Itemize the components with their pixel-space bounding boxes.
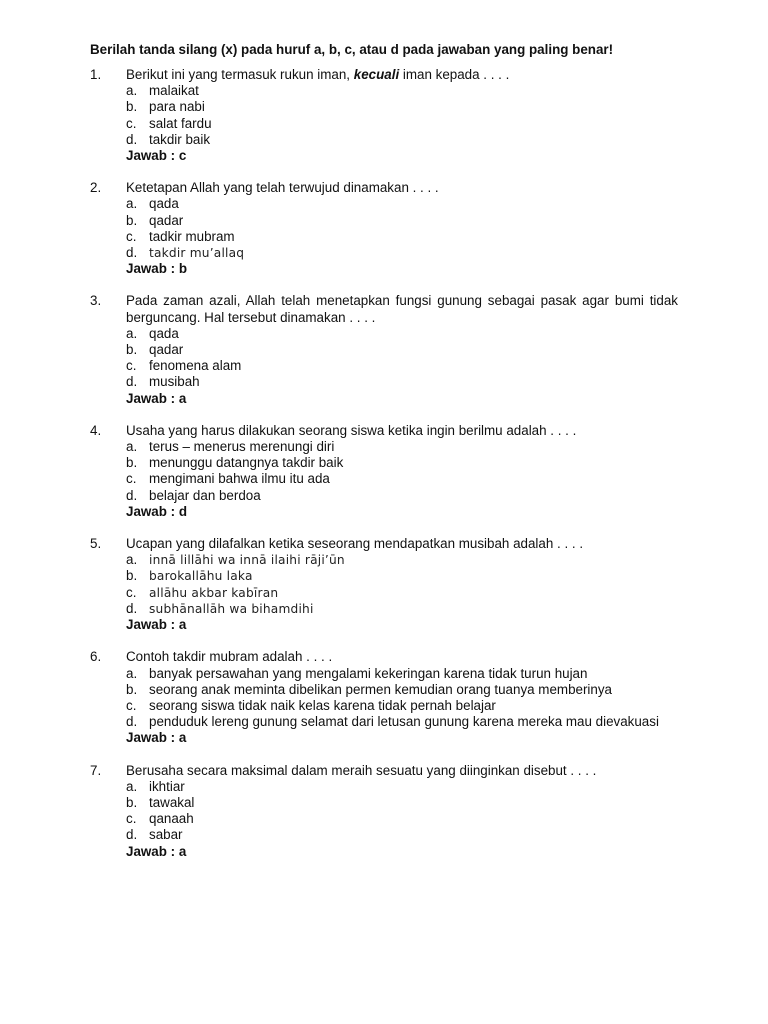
question-text: Berusaha secara maksimal dalam meraih sesuatu yang diinginkan disebut . . . .	[126, 762, 597, 778]
question-3	[90, 293, 678, 406]
question-body	[126, 536, 678, 633]
answer-key: Jawab : a	[126, 843, 187, 859]
question-text-end: iman kepada . . . .	[399, 67, 510, 82]
option-b	[126, 342, 678, 358]
option-letter: d.	[126, 714, 138, 730]
question-number: 5.	[90, 536, 102, 552]
option-letter: d.	[126, 245, 138, 261]
option-letter: c.	[126, 471, 137, 487]
option-letter: b.	[126, 212, 138, 228]
option-text: barokallāhu laka	[149, 569, 253, 584]
option-a	[126, 439, 678, 455]
question-body	[126, 649, 678, 746]
option-letter: b.	[126, 99, 138, 115]
option-text: malaikat	[149, 83, 199, 99]
option-a	[126, 326, 678, 342]
option-letter: a.	[126, 325, 138, 341]
option-c	[126, 585, 678, 601]
option-d	[126, 827, 678, 843]
option-letter: b.	[126, 794, 138, 810]
option-letter: b.	[126, 568, 138, 584]
option-text: menunggu datangnya takdir baik	[149, 455, 344, 471]
question-text-emphasis: kecuali	[353, 67, 400, 82]
option-d	[126, 714, 678, 730]
answer-key: Jawab : b	[126, 261, 188, 277]
option-text: qada	[149, 325, 179, 341]
option-letter: c.	[126, 697, 137, 713]
question-number: 7.	[90, 762, 102, 778]
question-4	[90, 423, 678, 520]
option-b	[126, 99, 678, 115]
question-number: 4.	[90, 422, 102, 438]
question-body	[126, 293, 678, 406]
option-text: salat fardu	[149, 115, 212, 131]
question-number: 1.	[90, 67, 102, 82]
answer-key: Jawab : d	[126, 503, 188, 519]
option-b	[126, 795, 678, 811]
option-letter: d.	[126, 487, 138, 503]
option-c	[126, 471, 678, 487]
option-a	[126, 196, 678, 212]
answer-key: Jawab : c	[126, 148, 187, 164]
option-letter: d.	[126, 131, 138, 147]
option-b	[126, 568, 678, 584]
option-d	[126, 488, 678, 504]
option-text: subhānallāh wa bihamdihi	[149, 601, 314, 616]
option-letter: b.	[126, 342, 138, 358]
option-a	[126, 666, 678, 682]
option-text: seorang anak meminta dibelikan permen kemudian orang tuanya memberinya	[149, 681, 612, 697]
option-a	[126, 552, 678, 568]
option-text: terus – menerus merenungi diri	[149, 439, 335, 455]
option-c	[126, 698, 678, 714]
option-text: takdir baik	[149, 131, 211, 147]
question-text: Ucapan yang dilafalkan ketika seseorang mendapatkan musibah adalah . . . .	[126, 536, 584, 552]
option-text: innā lillāhi wa innā ilaihi rāji’ūn	[149, 553, 345, 568]
question-text	[126, 67, 678, 83]
option-text: fenomena alam	[149, 358, 242, 374]
question-number: 2.	[90, 180, 102, 196]
question-text: Pada zaman azali, Allah telah menetapkan fungsi gunung sebagai pasak agar bumi tidak berguncang. Hal tersebut dinamakan . . . .	[126, 293, 678, 325]
question-body	[126, 423, 678, 520]
option-letter: c.	[126, 584, 137, 600]
question-number: 6.	[90, 649, 102, 665]
question-number: 3.	[90, 293, 102, 309]
question-text: Contoh takdir mubram adalah . . . .	[126, 649, 333, 665]
option-letter: d.	[126, 827, 138, 843]
option-text: sabar	[149, 827, 183, 843]
option-letter: a.	[126, 665, 138, 681]
option-a	[126, 779, 678, 795]
question-body	[126, 67, 678, 164]
option-text: para nabi	[149, 99, 205, 115]
option-text: tawakal	[149, 794, 195, 810]
question-7	[90, 763, 678, 860]
answer-key: Jawab : a	[126, 390, 187, 406]
question-2	[90, 180, 678, 277]
answer-key: Jawab : a	[126, 730, 187, 746]
question-text-start: Berikut ini yang termasuk rukun iman,	[126, 67, 354, 82]
option-letter: a.	[126, 778, 138, 794]
option-letter: a.	[126, 196, 138, 212]
option-text: qanaah	[149, 811, 194, 827]
option-b	[126, 455, 678, 471]
question-body	[126, 763, 678, 860]
question-text: Ketetapan Allah yang telah terwujud dinamakan . . . .	[126, 180, 439, 196]
option-b	[126, 213, 678, 229]
instruction-text: Berilah tanda silang (x) pada huruf a, b, c, atau d pada jawaban yang paling benar!	[90, 42, 614, 57]
answer-key: Jawab : a	[126, 617, 187, 633]
question-text: Usaha yang harus dilakukan seorang siswa ketika ingin berilmu adalah . . . .	[126, 422, 577, 438]
option-c	[126, 116, 678, 132]
option-d	[126, 374, 678, 390]
option-c	[126, 358, 678, 374]
option-text: allāhu akbar kabīran	[149, 585, 279, 600]
option-letter: a.	[126, 552, 138, 568]
option-d	[126, 132, 678, 148]
option-text: tadkir mubram	[149, 228, 235, 244]
option-b	[126, 682, 678, 698]
option-text: mengimani bahwa ilmu itu ada	[149, 471, 330, 487]
option-letter: b.	[126, 681, 138, 697]
question-6	[90, 649, 678, 746]
option-letter: d.	[126, 374, 138, 390]
option-text: qadar	[149, 212, 184, 228]
option-text: musibah	[149, 374, 200, 390]
option-letter: a.	[126, 83, 138, 99]
option-text: belajar dan berdoa	[149, 487, 261, 503]
question-body	[126, 180, 678, 277]
option-c	[126, 229, 678, 245]
question-1	[90, 67, 678, 164]
option-c	[126, 811, 678, 827]
option-text: banyak persawahan yang mengalami kekeringan karena tidak turun hujan	[149, 665, 588, 681]
option-letter: d.	[126, 600, 138, 616]
option-letter: c.	[126, 811, 137, 827]
option-text: qada	[149, 196, 179, 212]
option-letter: b.	[126, 455, 138, 471]
option-text: ikhtiar	[149, 778, 185, 794]
option-text: penduduk lereng gunung selamat dari letusan gunung karena mereka mau dievakuasi	[149, 714, 659, 730]
option-d	[126, 245, 678, 261]
option-letter: c.	[126, 358, 137, 374]
option-letter: c.	[126, 228, 137, 244]
option-letter: c.	[126, 115, 137, 131]
option-d	[126, 601, 678, 617]
question-5	[90, 536, 678, 633]
option-text: qadar	[149, 342, 184, 358]
option-text: seorang siswa tidak naik kelas karena tidak pernah belajar	[149, 697, 496, 713]
option-text: takdir mu’allaq	[149, 246, 245, 261]
option-letter: a.	[126, 439, 138, 455]
option-a	[126, 83, 678, 99]
